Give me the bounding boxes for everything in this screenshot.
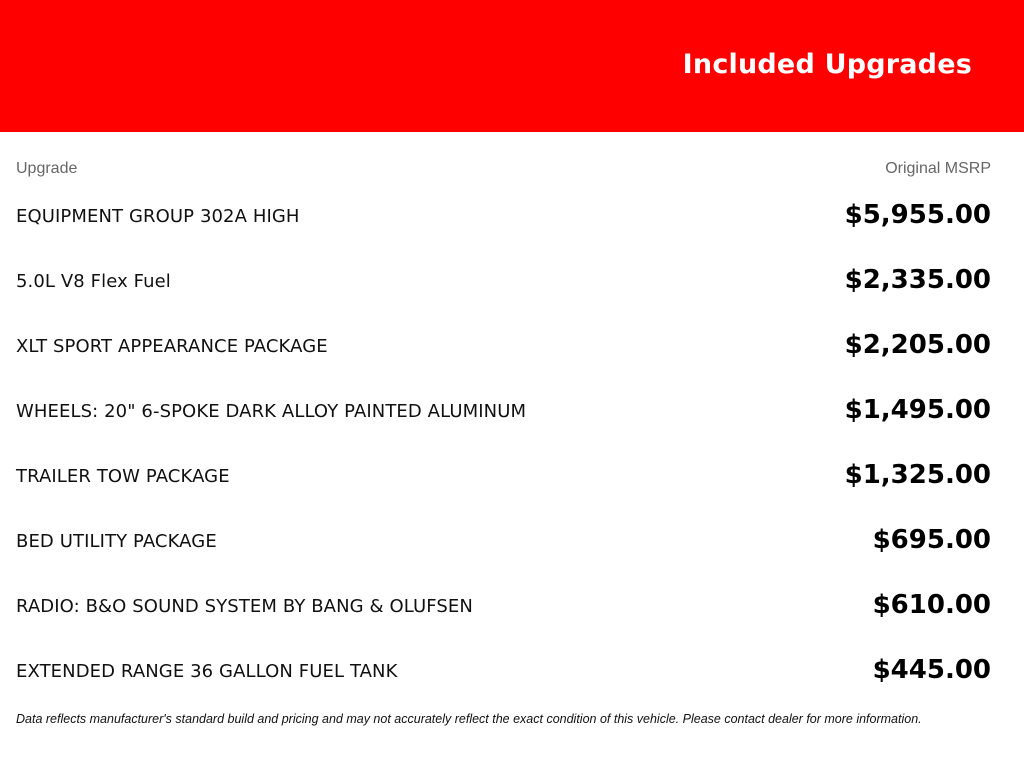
- upgrade-name: WHEELS: 20" 6-SPOKE DARK ALLOY PAINTED ALUMINUM: [16, 401, 527, 422]
- upgrade-name: 5.0L V8 Flex Fuel: [16, 271, 171, 292]
- upgrade-row: [0, 576, 1024, 641]
- upgrade-name: BED UTILITY PACKAGE: [16, 531, 217, 552]
- upgrade-price: $5,955.00: [844, 200, 991, 230]
- upgrade-name: EXTENDED RANGE 36 GALLON FUEL TANK: [16, 661, 398, 682]
- upgrade-name: TRAILER TOW PACKAGE: [16, 466, 230, 487]
- upgrade-price: $1,325.00: [844, 460, 991, 490]
- upgrade-row: [0, 186, 1024, 251]
- upgrade-name: XLT SPORT APPEARANCE PACKAGE: [16, 336, 328, 357]
- upgrade-price: $445.00: [872, 655, 991, 685]
- upgrade-price: $2,205.00: [844, 330, 991, 360]
- upgrade-row: [0, 446, 1024, 511]
- upgrade-row: [0, 251, 1024, 316]
- column-header-msrp: Original MSRP: [885, 160, 991, 177]
- header-banner: [0, 0, 1024, 132]
- upgrade-name: RADIO: B&O SOUND SYSTEM BY BANG & OLUFSEN: [16, 596, 473, 617]
- upgrade-price: $2,335.00: [844, 265, 991, 295]
- upgrade-price: $610.00: [872, 590, 991, 620]
- disclaimer-text: Data reflects manufacturer's standard build and pricing and may not accurately reflect the exact condition of this vehicle. Please contact dealer for more information.: [16, 712, 922, 726]
- upgrade-name: EQUIPMENT GROUP 302A HIGH: [16, 206, 300, 227]
- upgrade-row: [0, 641, 1024, 706]
- column-header-upgrade: Upgrade: [16, 160, 78, 177]
- upgrades-list: [0, 186, 1024, 706]
- upgrade-row: [0, 511, 1024, 576]
- upgrade-row: [0, 381, 1024, 446]
- upgrade-row: [0, 316, 1024, 381]
- upgrade-price: $1,495.00: [844, 395, 991, 425]
- upgrade-price: $695.00: [872, 525, 991, 555]
- page-title: Included Upgrades: [682, 49, 972, 80]
